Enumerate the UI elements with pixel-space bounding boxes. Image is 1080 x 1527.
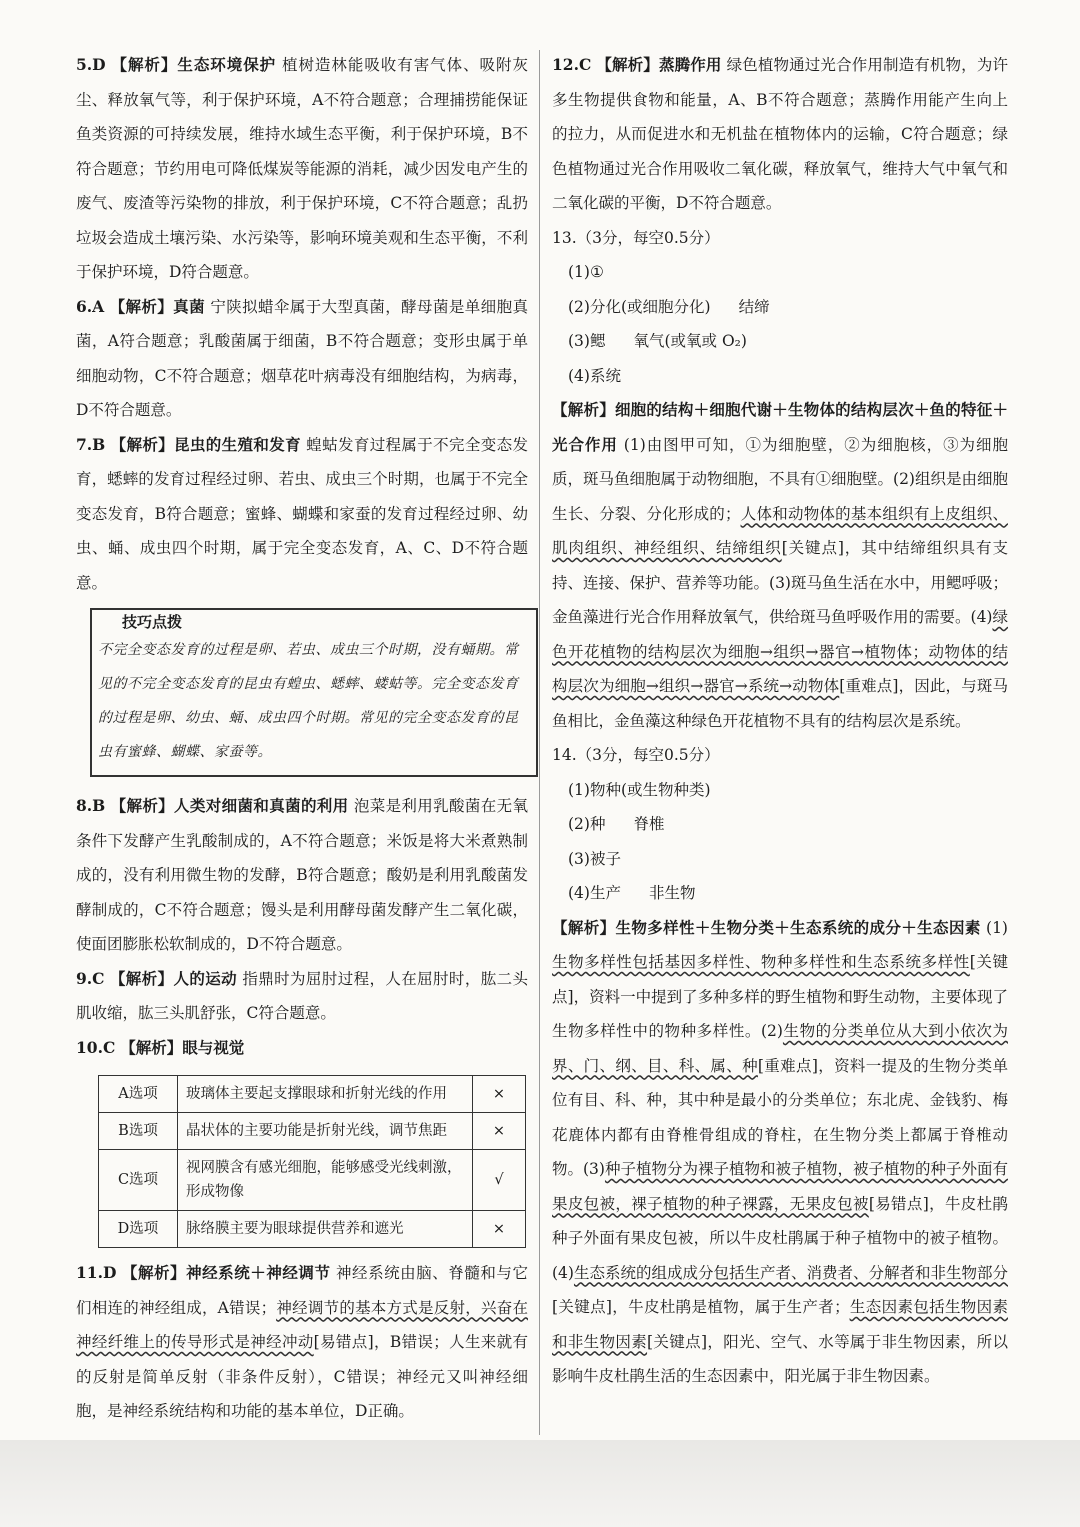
q14-answer-2: (2)种 脊椎: [568, 815, 665, 833]
q14-answer-1: (1)物种(或生物种类): [568, 780, 711, 799]
answer-q6: 6.A 【解析】真菌 宁陕拟蜡伞属于大型真菌，酵母菌是单细胞真菌，A符合题意；乳酸菌属于细菌，B不符合题意；变形虫属于单细胞动物，C不符合题意；烟草花叶病毒没有细胞结构，为病毒，D不符合题意。: [76, 296, 528, 419]
question-14-header: 14.（3分，每空0.5分）: [552, 746, 720, 764]
table-row: D选项 脉络膜主要为眼球提供营养和遮光 ×: [99, 1211, 526, 1248]
table-row: A选项 玻璃体主要起支撑眼球和折射光线的作用 ×: [99, 1076, 526, 1113]
answer-q7: 7.B 【解析】昆虫的生殖和发育 蝗蛄发育过程属于不完全变态发育，蟋蟀的发育过程经过卵、若虫、成虫三个时期，也属于不完全变态发育，B符合题意；蜜蜂、蝴蝶和家蚕的发育过程经过卵、幼虫、蛹、成虫四个时期，属于完全变态发育，A、C、D不符合题意。: [76, 434, 528, 592]
answer-q5: 5.D 【解析】生态环境保护 植树造林能吸收有害气体、吸附灰尘、释放氧气等，利于保护环境，A不符合题意；合理捕捞能保证鱼类资源的可持续发展，维持水域生态平衡，利于保护环境，B不符合题意；节约用电可降低煤炭等能源的消耗，减少因发电产生的废气、废渣等污染物的排放，利于保护环境，C不符合题意；乱扔垃圾会造成土壤污染、水污染等，影响环境美观和生态平衡，不利于保护环境，D符合题意。: [76, 55, 528, 281]
answer-q12: 12.C 【解析】蒸腾作用 绿色植物通过光合作用制造有机物，为许多生物提供食物和能量，A、B不符合题意；蒸腾作用能产生向上的拉力，从而促进水和无机盐在植物体内的运输，C符合题意；绿色植物通过光合作用吸收二氧化碳，释放氧气，维持大气中氧气和二氧化碳的平衡，D不符合题意。: [552, 55, 1008, 212]
tip-box: [90, 608, 538, 777]
cross-mark: ×: [473, 1076, 526, 1113]
q13-answer-4: (4)系统: [568, 366, 621, 385]
answer-q8: 8.B 【解析】人类对细菌和真菌的利用 泡菜是利用乳酸菌在无氧条件下发酵产生乳酸制成的，A不符合题意；米饭是将大米煮熟制成的，没有利用微生物的发酵，B符合题意；酸奶是利用乳酸菌发酵制成的，C不符合题意；馒头是利用酵母菌发酵产生二氧化碳，使面团膨胀松软制成的，D不符合题意。: [76, 796, 528, 953]
q14-analysis: 【解析】生物多样性＋生物分类＋生态系统的成分＋生态因素 (1)生物多样性包括基因多样性、物种多样性和生态系统多样性[关键点]，资料一中提到了多种多样的野生植物和野生动物，主要体现了生物多样性中的物种多样性。(2)生物的分类单位从大到小依次为界、门、纲、目、科、属、种[重难点]，资料一提及的生物分类单位有目、科、种，其中种是最小的分类单位；东北虎、金钱豹、梅花鹿体内都有由脊椎骨组成的脊柱，在生物分类上都属于脊椎动物。(3)种子植物分为裸子植物和被子植物，被子植物的种子外面有果皮包被，裸子植物的种子裸露，无果皮包被[易错点]，牛皮杜鹃种子外面有果皮包被，所以牛皮杜鹃属于种子植物中的被子植物。(4)生态系统的组成成分包括生产者、消费者、分解者和非生物部分[关键点]，牛皮杜鹃是植物，属于生产者；生态因素包括生物因素和非生物因素[关键点]，阳光、空气、水等属于非生物因素，所以影响牛皮杜鹃生活的生态因素中，阳光属于非生物因素。: [552, 917, 1008, 1385]
tip-text: 不完全变态发育的过程是卵、若虫、成虫三个时期，没有蛹期。常见的不完全变态发育的昆虫有蝗虫、蟋蟀、蝼蛄等。完全变态发育的过程是卵、幼虫、蛹、成虫四个时期。常见的完全变态发育的昆虫有蜜蜂、蝴蝶、家蚕等。: [98, 642, 519, 760]
answer-q10: 10.C 【解析】眼与视觉: [76, 1037, 245, 1057]
q13-answer-3: (3)鳃 氧气(或氧或 O₂): [568, 332, 747, 350]
page-bottom-margin: [0, 1440, 1080, 1527]
answer-q11: 11.D 【解析】神经系统＋神经调节 神经系统由脑、脊髓和与它们相连的神经组成，A错误；神经调节的基本方式是反射，兴奋在神经纤维上的传导形式是神经冲动[易错点]，B错误；人生来就有的反射是简单反射（非条件反射），C错误；神经元又叫神经细胞，是神经系统结构和功能的基本单位，D正确。: [76, 1263, 528, 1420]
options-table: [98, 1075, 526, 1248]
cross-mark: ×: [473, 1211, 526, 1248]
left-column: [76, 48, 528, 1429]
check-mark: √: [473, 1150, 526, 1211]
table-row: C选项 视网膜含有感光细胞，能够感受光线刺激，形成物像 √: [99, 1150, 526, 1211]
tip-title: 技巧点拨: [118, 611, 186, 633]
q13-answer-1: (1)①: [568, 263, 604, 281]
question-13-header: 13.（3分，每空0.5分）: [552, 228, 720, 247]
right-column: [552, 48, 1008, 1394]
cross-mark: ×: [473, 1113, 526, 1150]
table-row: B选项 晶状体的主要功能是折射光线，调节焦距 ×: [99, 1113, 526, 1150]
column-divider: [539, 50, 540, 1435]
q14-answer-3: (3)被子: [568, 849, 621, 868]
q13-analysis: 【解析】细胞的结构＋细胞代谢＋生物体的结构层次＋鱼的特征＋光合作用 (1)由图甲可知，①为细胞壁，②为细胞核，③为细胞质，斑马鱼细胞属于动物细胞，不具有①细胞壁。(2)组织是由细胞生长、分裂、分化形成的；人体和动物体的基本组织有上皮组织、肌肉组织、神经组织、结缔组织[关键点]，其中结缔组织具有支持、连接、保护、营养等功能。(3)斑马鱼生活在水中，用鳃呼吸；金鱼藻进行光合作用释放氧气，供给斑马鱼呼吸作用的需要。(4)绿色开花植物的结构层次为细胞→组织→器官→植物体；动物体的结构层次为细胞→组织→器官→系统→动物体[重难点]，因此，与斑马鱼相比，金鱼藻这种绿色开花植物不具有的结构层次是系统。: [552, 400, 1008, 730]
q13-answer-2: (2)分化(或细胞分化) 结缔: [568, 297, 770, 316]
answer-q9: 9.C 【解析】人的运动 指鼎时为屈肘过程，人在屈肘时，肱二头肌收缩，肱三头肌舒张，C符合题意。: [76, 968, 528, 1022]
q14-answer-4: (4)生产 非生物: [568, 884, 696, 902]
